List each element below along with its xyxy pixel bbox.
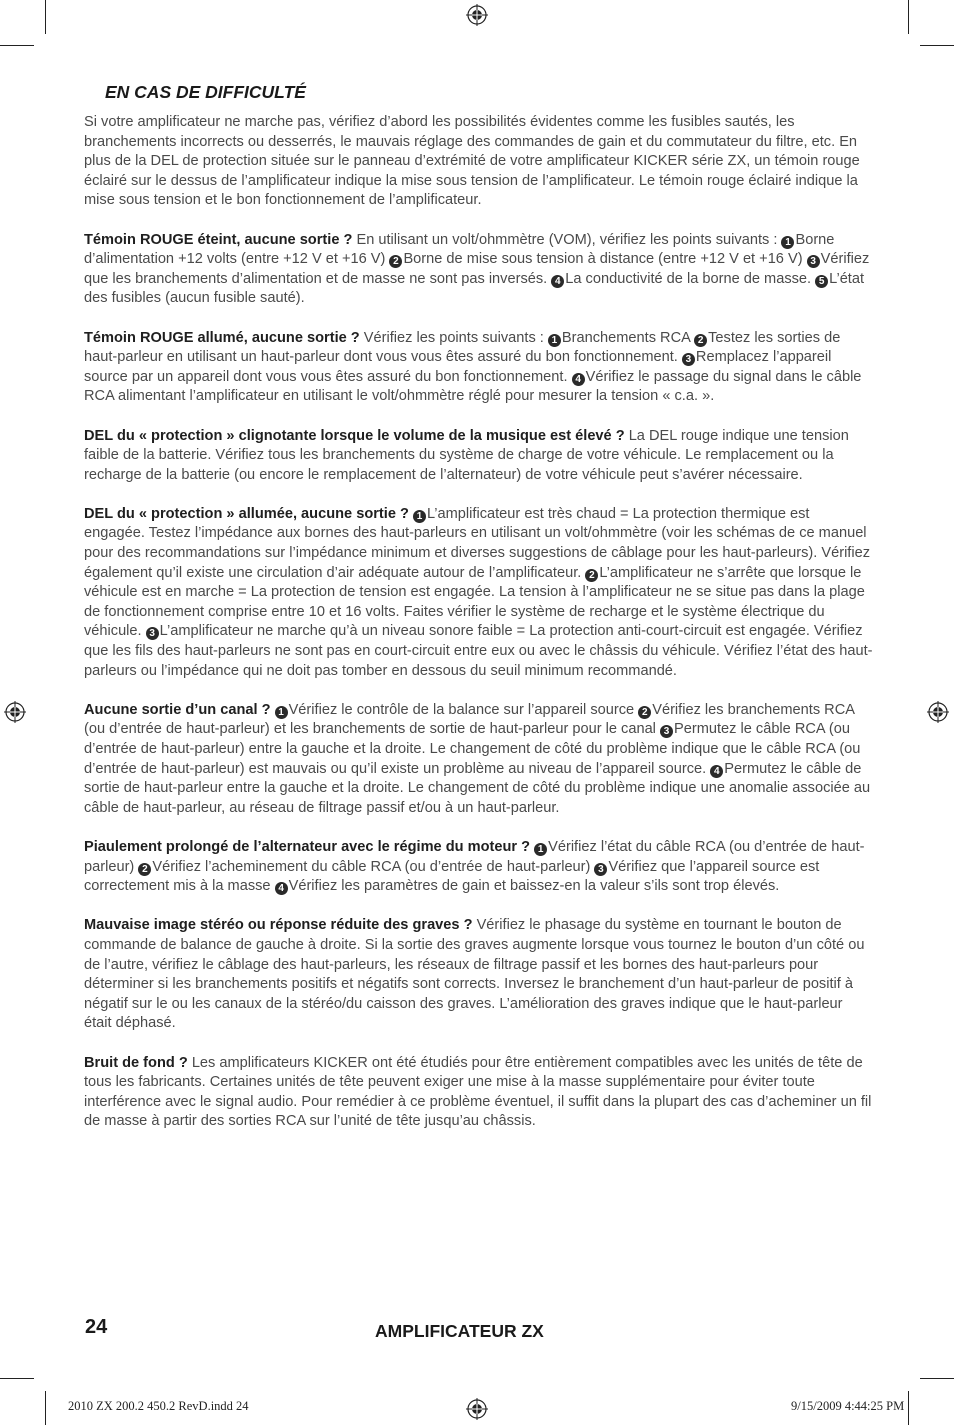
intro-paragraph: Si votre amplificateur ne marche pas, vérifiez d’abord les possibilités évidentes comme les fusibles sautés, les branchements incorrects ou desserrés, le mauvais réglage des commandes de gain et du commutateur du filtre, etc. En plus de la DEL de protection située sur le panneau d’extrémité de votre amplificateur KICKER série ZX, un témoin rouge éclairé sur le dessus de l’amplificateur indique la mise sous tension de l’amplificateur. Le témoin rouge éclairé indique la mise sous tension et le bon fonctionnement de l’amplificateur. [84,114,860,209]
crop-mark-top-right-v [908,0,909,34]
step-number-icon: 2 [389,255,402,268]
step-text: L’amplificateur est très chaud = La protection thermique est engagée. Testez l’impédance aux bornes des haut-parleurs en utilisant un volt/ohmmètre (voir les schémas de ce manuel pour des recommandations sur l’impédance minimum et diverses suggestions de câblage pour les haut-parleurs). Vérifiez également qu’il existe une circulation d’air adéquate autour de l’amplificateur. [84,505,871,581]
section-question: DEL du « protection » allumée, aucune sortie ? [84,505,409,522]
section-question: Mauvaise image stéréo ou réponse réduite des graves ? [84,917,473,934]
running-footer-title: AMPLIFICATEUR ZX [375,1321,544,1341]
step-text: Vérifiez les branchements RCA (ou d’entrée de haut-parleur) et les branchements de sortie de haut-parleur pour le canal [84,701,855,738]
troubleshooting-section [84,505,874,681]
crop-mark-bottom-right-h [920,1378,954,1379]
step-text: L’amplificateur ne s’arrête que lorsque le véhicule est en marche = La protection de tension est engagée. La tension à l’amplificateur ne se situe pas dans la plage de fonctionnement comprise entre 10 et 16 volts. Faites vérifier le système de recharge et le système électrique du véhicule. [84,564,865,640]
crop-mark-bottom-left-h [0,1378,34,1379]
crop-mark-bottom-right-v [908,1391,909,1425]
step-text: Vérifiez l’état du câble RCA (ou d’entrée de haut-parleur) [84,838,865,875]
troubleshooting-sections [84,231,874,1132]
crop-mark-top-left-v [45,0,46,34]
section-question: Témoin ROUGE éteint, aucune sortie ? [84,231,353,248]
section-question: Bruit de fond ? [84,1054,188,1071]
crop-mark-top-left-h [0,45,34,46]
step-text: Remplacez l’appareil source par un appareil dont vous vous êtes assuré du bon fonctionnement. [84,349,832,385]
step-text: Vérifiez que les branchements d’alimentation et de masse ne sont pas inversés. [84,251,870,287]
section-lead-text: La DEL rouge indique une tension faible de la batterie. Vérifiez tous les branchements du système de charge de votre véhicule. Le remplacement ou la recharge de la batterie (ou encore le remplacement de l’alternateur) de votre véhicule peut s’avérer nécessaire. [84,427,849,483]
step-text: Vérifiez les paramètres de gain et baissez-en la valeur s’ils sont trop élevés. [288,878,780,895]
step-number-icon: 4 [710,765,723,778]
step-text: La conductivité de la borne de masse. [565,270,816,287]
troubleshooting-section [84,231,874,309]
troubleshooting-content [84,113,874,1151]
section-lead-text: En utilisant un volt/ohmmètre (VOM), vérifiez les points suivants : [352,231,782,248]
step-text: Branchements RCA [561,329,695,346]
step-number-icon: 4 [572,373,585,386]
troubleshooting-section [84,329,874,407]
step-text: Vérifiez le passage du signal dans le câble RCA alimentant l’amplificateur en utilisant le volt/ohmmètre réglé pour mesurer la tension « c.a. ». [84,368,862,405]
step-number-icon: 4 [275,882,288,895]
step-number-icon: 2 [138,863,151,876]
step-number-icon: 2 [694,334,707,347]
step-number-icon: 2 [638,706,651,719]
step-number-icon: 3 [146,627,159,640]
step-number-icon: 1 [781,236,794,249]
step-number-icon: 5 [815,275,828,288]
section-lead-text [271,702,275,718]
page-title: EN CAS DE DIFFICULTÉ [105,82,306,102]
section-question: Aucune sortie d’un canal ? [84,701,271,718]
section-lead-text: Vérifiez le phasage du système en tournant le bouton de commande de balance de gauche à droite. Si la sortie des graves augmente lorsque vous tournez le bouton d’un côté ou de l’autre, vérifiez le câblage des haut-parleurs, les réseaux de filtrage passif et les bornes des haut-parleurs pour déterminer si les branchements positifs et négatifs sont corrects. Inversez le branchement d’un haut-parleur de positif à négatif sur le ou les canaux de la stéréo/du caisson des graves. L’amélioration des graves indique que le haut-parleur était déphasé. [84,917,865,1032]
step-text: L’état des fusibles (aucun fusible sauté). [84,270,865,307]
step-text: Vérifiez l’acheminement du câble RCA (ou d’entrée de haut-parleur) [152,858,595,875]
registration-mark-top [466,4,488,26]
step-text: Vérifiez que l’appareil source est correctement mis à la masse [84,858,820,895]
crop-mark-bottom-left-v [45,1391,46,1425]
step-number-icon: 1 [413,510,426,523]
registration-mark-bottom [466,1398,488,1420]
section-question: Témoin ROUGE allumé, aucune sortie ? [84,329,360,346]
troubleshooting-section [84,1054,874,1132]
step-number-icon: 1 [275,706,288,719]
step-text: L’amplificateur ne marche qu’à un niveau sonore faible = La protection anti-court-circuit est engagée. Vérifiez que les fils des haut-parleurs ne sont pas en court-circuit entre eux ou avec le châssis du véhicule. Vérifiez l’état des haut-parleurs ou l’impédance qui ne doit pas tomber en dessous du seuil minimum recommandé. [84,623,873,679]
section-lead-text: Vérifiez les points suivants : [359,329,548,346]
page-number: 24 [85,1316,108,1338]
troubleshooting-section [84,427,874,486]
section-question: Piaulement prolongé de l’alternateur avec le régime du moteur ? [84,838,531,855]
step-text: Borne d’alimentation +12 volts (entre +12 V et +16 V) [84,231,835,268]
step-text: Borne de mise sous tension à distance (entre +12 V et +16 V) [403,251,807,268]
step-number-icon: 3 [660,725,673,738]
step-text: Permutez le câble RCA (ou d’entrée de haut-parleur) entre la gauche et la droite. Le changement de côté du problème indique que le câble RCA (ou d’entrée de haut-parleur) est mauvais ou qu’il existe un problème au niveau de l’appareil source. [84,721,861,777]
step-number-icon: 1 [534,843,547,856]
registration-mark-left [4,701,26,723]
step-text: Vérifiez le contrôle de la balance sur l’appareil source [288,701,639,718]
step-number-icon: 2 [585,569,598,582]
step-number-icon: 3 [682,353,695,366]
step-number-icon: 4 [551,275,564,288]
troubleshooting-section [84,838,874,897]
section-question: DEL du « protection » clignotante lorsque le volume de la musique est élevé ? [84,427,625,444]
registration-mark-right [927,701,949,723]
step-number-icon: 3 [807,255,820,268]
troubleshooting-section [84,701,874,819]
step-number-icon: 3 [594,863,607,876]
step-text: Permutez le câble de sortie de haut-parleur entre la gauche et la droite. Le changement de côté du problème indique une anomalie associée au câble de haut-parleur, au réseau de filtrage passif et/ou à un haut-parleur. [84,760,871,816]
slug-file-name: 2010 ZX 200.2 450.2 RevD.indd 24 [68,1399,249,1413]
crop-mark-top-right-h [920,45,954,46]
troubleshooting-section [84,916,874,1034]
section-lead-text: Les amplificateurs KICKER ont été étudiés pour être entièrement compatibles avec les unités de tête de tous les fabricants. Certaines unités de tête peuvent exiger une mise à la masse supplémentaire pour éviter toute interférence avec le signal audio. Pour remédier à ce problème éventuel, il suffit dans la plupart des cas d’acheminer un fil de masse à partir des sorties RCA sur l’unité de tête jusqu’au châssis. [84,1054,872,1130]
slug-date-time: 9/15/2009 4:44:25 PM [791,1399,905,1413]
step-number-icon: 1 [548,334,561,347]
step-text: Testez les sorties de haut-parleur en utilisant un haut-parleur dont vous vous êtes assuré du bon fonctionnement. [84,329,841,366]
